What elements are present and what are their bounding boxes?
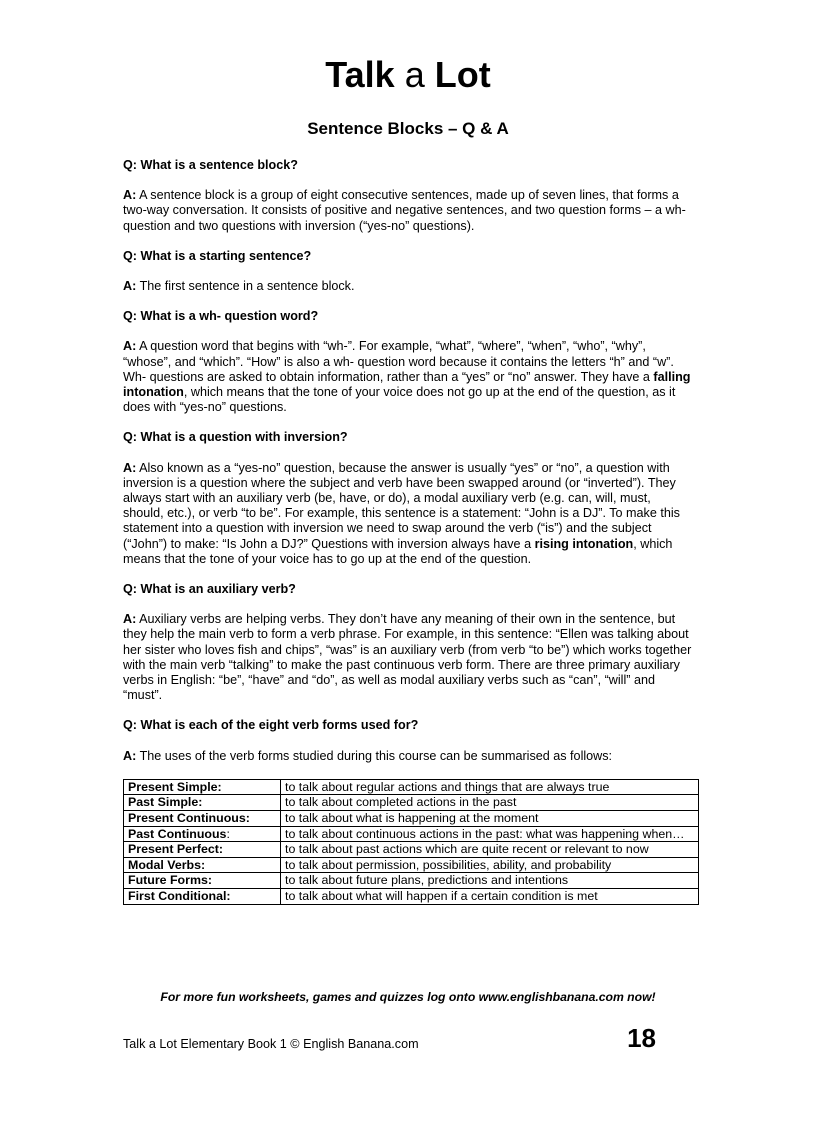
verb-forms-table xyxy=(123,779,699,905)
title-word-lot: Lot xyxy=(434,54,491,95)
verb-form-cell: Present Simple: xyxy=(124,779,281,795)
answer-2 xyxy=(123,279,693,294)
answer-label: A: xyxy=(123,188,137,203)
verb-form-cell: First Conditional: xyxy=(124,889,281,905)
answer-label: A: xyxy=(123,612,137,627)
answer-text: The first sentence in a sentence block. xyxy=(136,279,355,294)
answer-label: A: xyxy=(123,748,137,763)
verb-form-cell: Past Simple: xyxy=(124,795,281,811)
verb-form-cell: Present Perfect: xyxy=(124,842,281,858)
page-title xyxy=(0,54,816,96)
answer-1 xyxy=(123,188,693,234)
answer-text: The uses of the verb forms studied during this course can be summarised as follows: xyxy=(136,748,613,763)
answer-label: A: xyxy=(123,460,137,475)
question-3: Q: What is a wh- question word? xyxy=(123,309,319,324)
table-row xyxy=(124,795,699,811)
answer-5 xyxy=(123,612,693,703)
verb-use-cell: to talk about permission, possibilities, ability, and probability xyxy=(281,857,699,873)
title-word-talk: Talk xyxy=(325,54,395,95)
answer-text: Auxiliary verbs are helping verbs. They don’t have any meaning of their own in the sentence, but they help the main verb to form a verb phrase. For example, in this sentence: “Ellen was talking about her sister who loves fish and chips”, “was” is an auxiliary verb (from verb “to be”) which works together with the main verb “talking” to make the past continuous verb form. There are three primary auxiliary verbs in English: “be”, “have” and “do”, as well as modal auxiliary verbs such as “can”, “will” and “must”. xyxy=(123,612,692,703)
answer-text: Also known as a “yes-no” question, because the answer is usually “yes” or “no”, a question with inversion is a question where the subject and verb have been swapped around (or “inverted”). They always start with an auxiliary verb (be, have, or do), a modal auxiliary verb (e.g. can, will, must, should, etc.), or verb “to be”. For example, this sentence is a statement: “John is a DJ”. To make this statement into a question with inversion we need to swap around the verb (“is”) and the subject (“John”) to make: “Is John a DJ?” Questions with inversion always have a xyxy=(123,460,680,551)
answer-text: , which means that the tone of your voice has to go up at the end of the question. xyxy=(123,536,673,566)
answer-label: A: xyxy=(123,279,137,294)
answer-key-term: rising intonation xyxy=(534,536,634,551)
verb-use-cell: to talk about what is happening at the moment xyxy=(281,811,699,827)
promo-line: For more fun worksheets, games and quizzes log onto www.englishbanana.com now! xyxy=(160,990,656,1004)
verb-use-cell: to talk about completed actions in the past xyxy=(281,795,699,811)
verb-form-cell: Present Continuous: xyxy=(124,811,281,827)
verb-use-cell: to talk about future plans, predictions and intentions xyxy=(281,873,699,889)
question-4: Q: What is a question with inversion? xyxy=(123,430,348,445)
verb-form-colon: : xyxy=(226,826,230,841)
table-row xyxy=(124,889,699,905)
verb-use-cell: to talk about continuous actions in the past: what was happening when… xyxy=(281,826,699,842)
verb-use-cell: to talk about what will happen if a certain condition is met xyxy=(281,889,699,905)
question-6: Q: What is each of the eight verb forms used for? xyxy=(123,718,419,733)
page-number: 18 xyxy=(627,1023,656,1053)
verb-use-cell: to talk about past actions which are quite recent or relevant to now xyxy=(281,842,699,858)
question-5: Q: What is an auxiliary verb? xyxy=(123,582,296,597)
answer-label: A: xyxy=(123,339,137,354)
verb-use-cell: to talk about regular actions and things that are always true xyxy=(281,779,699,795)
answer-text: A question word that begins with “wh-”. For example, “what”, “where”, “when”, “who”, “why”, “whose”, and “which”. “How” is also a wh- question word because it contains the letters “h” and “w”. Wh- questions are asked to obtain information, rather than a “yes” or “no” answer. They have a xyxy=(123,339,674,384)
answer-4 xyxy=(123,461,693,567)
answer-3 xyxy=(123,339,693,415)
verb-form-label: Past Continuous xyxy=(128,826,227,841)
table-row xyxy=(124,779,699,795)
verb-form-cell: Future Forms: xyxy=(124,873,281,889)
table-row xyxy=(124,826,699,842)
table-row xyxy=(124,842,699,858)
question-1: Q: What is a sentence block? xyxy=(123,158,298,172)
table-row xyxy=(124,857,699,873)
title-word-a: a xyxy=(404,54,425,95)
verb-form-cell xyxy=(124,826,281,842)
page-subtitle: Sentence Blocks – Q & A xyxy=(307,119,509,138)
qa-section xyxy=(123,158,693,905)
verb-form-cell: Modal Verbs: xyxy=(124,857,281,873)
table-row xyxy=(124,873,699,889)
book-credit: Talk a Lot Elementary Book 1 © English Banana.com xyxy=(123,1037,419,1051)
table-row xyxy=(124,811,699,827)
answer-6 xyxy=(123,749,693,764)
answer-text: A sentence block is a group of eight consecutive sentences, made up of seven lines, that forms a two-way conversation. It consists of positive and negative sentences, and two question forms – a wh- question and two questions with inversion (“yes-no” questions). xyxy=(123,188,686,233)
question-2: Q: What is a starting sentence? xyxy=(123,248,312,263)
answer-text: , which means that the tone of your voice does not go up at the end of the question, as it does with “yes-no” questions. xyxy=(123,385,676,415)
answer-key-term: falling intonation xyxy=(123,369,691,400)
